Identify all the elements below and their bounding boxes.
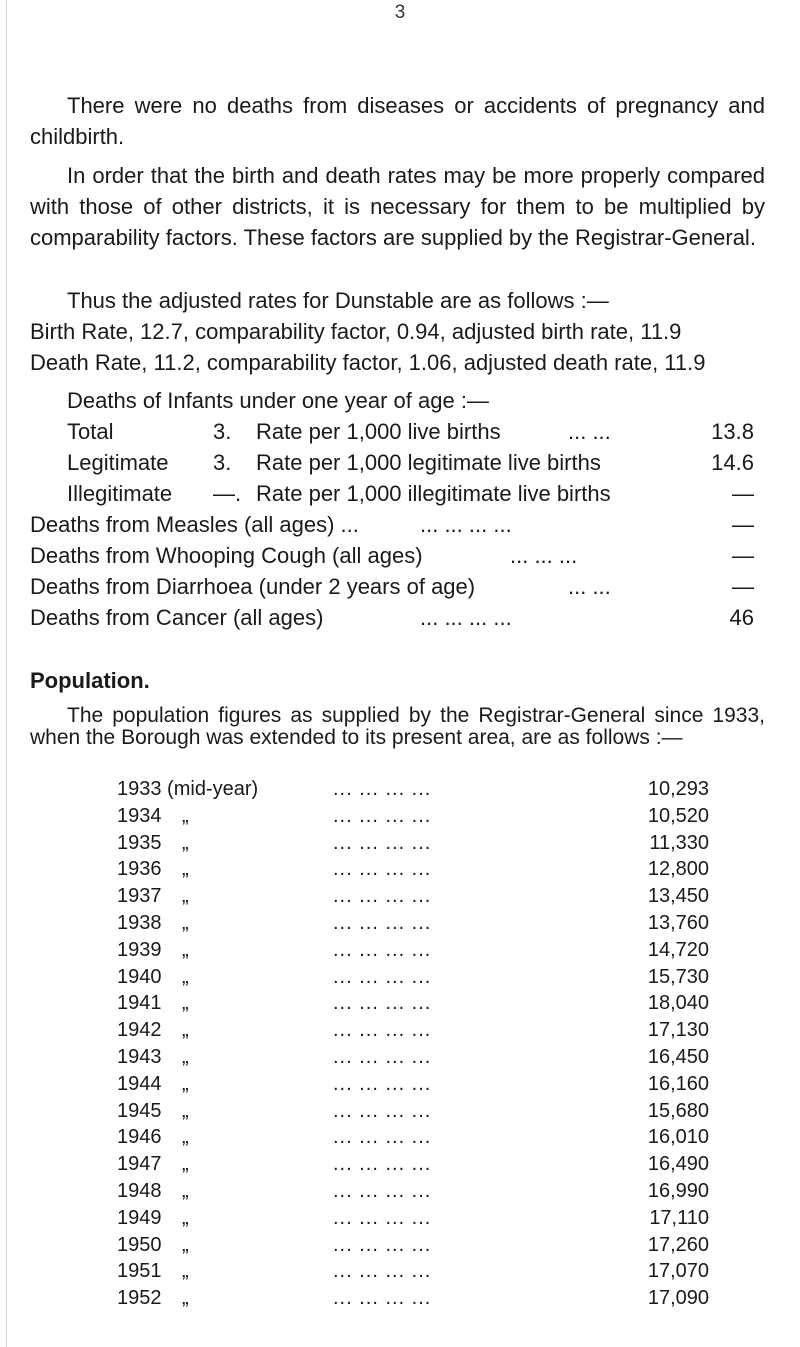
population-row — [0, 855, 800, 883]
population-year: 1944 — [117, 1072, 162, 1095]
deaths-leader-dots: ... ... — [568, 574, 611, 599]
population-row — [0, 1123, 800, 1151]
population-row — [0, 1284, 800, 1312]
population-ditto-mark: „ — [182, 1233, 189, 1256]
infant-row-total — [0, 416, 800, 447]
population-ditto-mark: „ — [182, 1046, 189, 1068]
population-leader-dots: ... ... ... ... — [333, 885, 432, 908]
population-year: 1951 — [117, 1260, 162, 1283]
death-rate-line: Death Rate, 11.2, comparability factor, 1.06, adjusted death rate, 11.9 — [30, 350, 706, 375]
deaths-value: — — [732, 574, 754, 599]
population-year: 1941 — [117, 992, 162, 1015]
infant-label: Legitimate — [67, 450, 169, 475]
population-year: 1937 — [117, 885, 162, 908]
population-ditto-mark: „ — [182, 804, 189, 827]
population-value: 18,040 — [647, 992, 709, 1015]
deaths-leader-dots: ... ... ... — [510, 543, 578, 568]
infant-rate-value: 14.6 — [711, 450, 754, 475]
population-leader-dots: ... ... ... ... — [333, 831, 432, 854]
population-row — [0, 1097, 800, 1125]
population-row — [0, 775, 800, 803]
population-row — [0, 989, 800, 1017]
population-leader-dots: ... ... ... ... — [333, 804, 432, 827]
population-leader-dots: ... ... ... ... — [333, 1046, 432, 1068]
population-value: 14,720 — [647, 938, 709, 961]
population-year: 1942 — [117, 1019, 162, 1042]
population-row — [0, 1177, 800, 1205]
population-year: 1945 — [117, 1099, 162, 1122]
population-ditto-mark: „ — [182, 1072, 189, 1095]
population-intro: The population figures as supplied by the Registrar-General since 1933, when the Borough was extended to its present area, are as follows :— — [30, 704, 765, 749]
population-leader-dots: ... ... ... ... — [333, 1126, 432, 1149]
infant-rate-description: Rate per 1,000 live births — [256, 419, 501, 444]
paragraph-adjusted-rates-intro: Thus the adjusted rates for Dunstable are as follows :— — [67, 288, 609, 313]
population-value: 13,450 — [647, 885, 709, 908]
page-number: 3 — [394, 2, 406, 23]
infant-count: 3. — [213, 450, 232, 475]
population-row — [0, 936, 800, 964]
deaths-value: — — [732, 512, 754, 537]
population-ditto-mark: „ — [182, 1180, 189, 1202]
paragraph-pregnancy-deaths: There were no deaths from diseases or accidents of pregnancy and childbirth. — [30, 93, 765, 149]
population-leader-dots: ... ... ... ... — [333, 1099, 432, 1122]
population-row — [0, 1231, 800, 1259]
infant-rate-value: — — [732, 481, 754, 506]
infant-rate-description: Rate per 1,000 illegitimate live births — [256, 481, 611, 506]
population-value: 17,090 — [647, 1287, 709, 1310]
population-year: 1935 — [117, 831, 162, 854]
population-row — [0, 1257, 800, 1285]
population-ditto-mark: „ — [182, 1287, 189, 1310]
population-year: 1952 — [117, 1287, 162, 1310]
population-ditto-mark: „ — [182, 1126, 189, 1149]
population-ditto-mark: „ — [182, 1099, 189, 1122]
population-value: 17,130 — [647, 1019, 709, 1042]
deaths-row-cancer — [0, 602, 800, 633]
population-leader-dots: ... ... ... ... — [333, 1206, 432, 1229]
population-row — [0, 1204, 800, 1232]
population-ditto-mark: „ — [182, 1153, 189, 1176]
deaths-label: Deaths from Measles (all ages) ... — [30, 512, 359, 537]
deaths-value: — — [732, 543, 754, 568]
population-year: 1936 — [117, 858, 162, 881]
population-ditto-mark: „ — [182, 858, 189, 881]
population-leader-dots: ... ... ... ... — [333, 938, 432, 961]
population-heading: Population. — [30, 668, 150, 693]
population-row — [0, 1070, 800, 1098]
population-year: 1939 — [117, 938, 162, 961]
infant-deaths-heading: Deaths of Infants under one year of age :— — [67, 388, 489, 413]
population-value: 13,760 — [647, 912, 709, 934]
population-value: 17,260 — [647, 1233, 709, 1256]
population-ditto-mark: „ — [182, 938, 189, 961]
population-value: 15,680 — [647, 1099, 709, 1122]
infant-label: Illegitimate — [67, 481, 173, 506]
infant-leader-dots: ... ... — [568, 419, 611, 444]
population-leader-dots: ... ... ... ... — [333, 912, 432, 934]
infant-row-illegitimate — [0, 478, 800, 509]
deaths-label: Deaths from Whooping Cough (all ages) — [30, 543, 423, 568]
birth-rate-line: Birth Rate, 12.7, comparability factor, 0.94, adjusted birth rate, 11.9 — [30, 319, 682, 344]
population-ditto-mark: „ — [182, 965, 189, 988]
population-value: 17,110 — [649, 1206, 709, 1229]
population-row — [0, 909, 800, 937]
population-year: 1947 — [117, 1153, 162, 1176]
population-value: 17,070 — [647, 1260, 709, 1283]
population-ditto-mark: „ — [182, 1019, 189, 1042]
population-row — [0, 882, 800, 910]
population-row — [0, 1043, 800, 1071]
deaths-row-diarrhoea — [0, 571, 800, 602]
population-leader-dots: ... ... ... ... — [333, 1072, 432, 1095]
population-year: 1940 — [117, 965, 162, 988]
population-row — [0, 1150, 800, 1178]
population-leader-dots: ... ... ... ... — [333, 1287, 432, 1310]
population-value: 16,160 — [647, 1072, 709, 1095]
population-value: 10,293 — [647, 778, 709, 800]
population-year: 1946 — [117, 1126, 162, 1149]
infant-label: Total — [67, 419, 114, 444]
population-value: 16,010 — [647, 1126, 709, 1149]
population-leader-dots: ... ... ... ... — [333, 858, 432, 881]
population-year: 1933 (mid-year) — [117, 778, 259, 800]
infant-row-legitimate — [0, 447, 800, 478]
population-value: 15,730 — [647, 965, 709, 988]
deaths-leader-dots: ... ... ... ... — [420, 512, 512, 537]
population-leader-dots: ... ... ... ... — [333, 1019, 432, 1042]
population-ditto-mark: „ — [182, 912, 189, 934]
population-row — [0, 829, 800, 857]
population-leader-dots: ... ... ... ... — [333, 1180, 432, 1202]
deaths-row-whooping-cough — [0, 540, 800, 571]
population-ditto-mark: „ — [182, 1206, 189, 1229]
population-leader-dots: ... ... ... ... — [333, 778, 432, 800]
infant-rate-value: 13.8 — [711, 419, 754, 444]
deaths-value: 46 — [729, 605, 754, 630]
population-ditto-mark: „ — [182, 1260, 189, 1283]
population-year: 1934 — [117, 804, 162, 827]
population-year: 1938 — [117, 912, 162, 934]
population-row — [0, 1016, 800, 1044]
population-year: 1950 — [117, 1233, 162, 1256]
infant-rate-description: Rate per 1,000 legitimate live births — [256, 450, 601, 475]
population-value: 10,520 — [647, 804, 709, 827]
population-year: 1948 — [117, 1180, 162, 1202]
population-row — [0, 963, 800, 991]
deaths-leader-dots: ... ... ... ... — [420, 605, 512, 630]
population-ditto-mark: „ — [182, 992, 189, 1015]
population-value: 16,990 — [647, 1180, 709, 1202]
population-ditto-mark: „ — [182, 885, 189, 908]
population-value: 12,800 — [647, 858, 709, 881]
population-year: 1943 — [117, 1046, 162, 1068]
population-year: 1949 — [117, 1206, 162, 1229]
population-leader-dots: ... ... ... ... — [333, 1233, 432, 1256]
population-value: 11,330 — [649, 831, 709, 854]
infant-count: —. — [213, 481, 242, 506]
paragraph-comparability: In order that the birth and death rates may be more properly compared with those of other districts, it is necessary for them to be multiplied by comparability factors. These factors are supplied by the Registrar-General. — [30, 163, 765, 250]
population-leader-dots: ... ... ... ... — [333, 965, 432, 988]
deaths-label: Deaths from Diarrhoea (under 2 years of age) — [30, 574, 476, 599]
population-leader-dots: ... ... ... ... — [333, 992, 432, 1015]
population-leader-dots: ... ... ... ... — [333, 1153, 432, 1176]
infant-count: 3. — [213, 419, 232, 444]
population-value: 16,490 — [647, 1153, 709, 1176]
population-leader-dots: ... ... ... ... — [333, 1260, 432, 1283]
population-value: 16,450 — [647, 1046, 709, 1068]
population-row — [0, 802, 800, 830]
population-ditto-mark: „ — [182, 831, 189, 854]
deaths-label: Deaths from Cancer (all ages) — [30, 605, 324, 630]
deaths-row-measles — [0, 509, 800, 540]
